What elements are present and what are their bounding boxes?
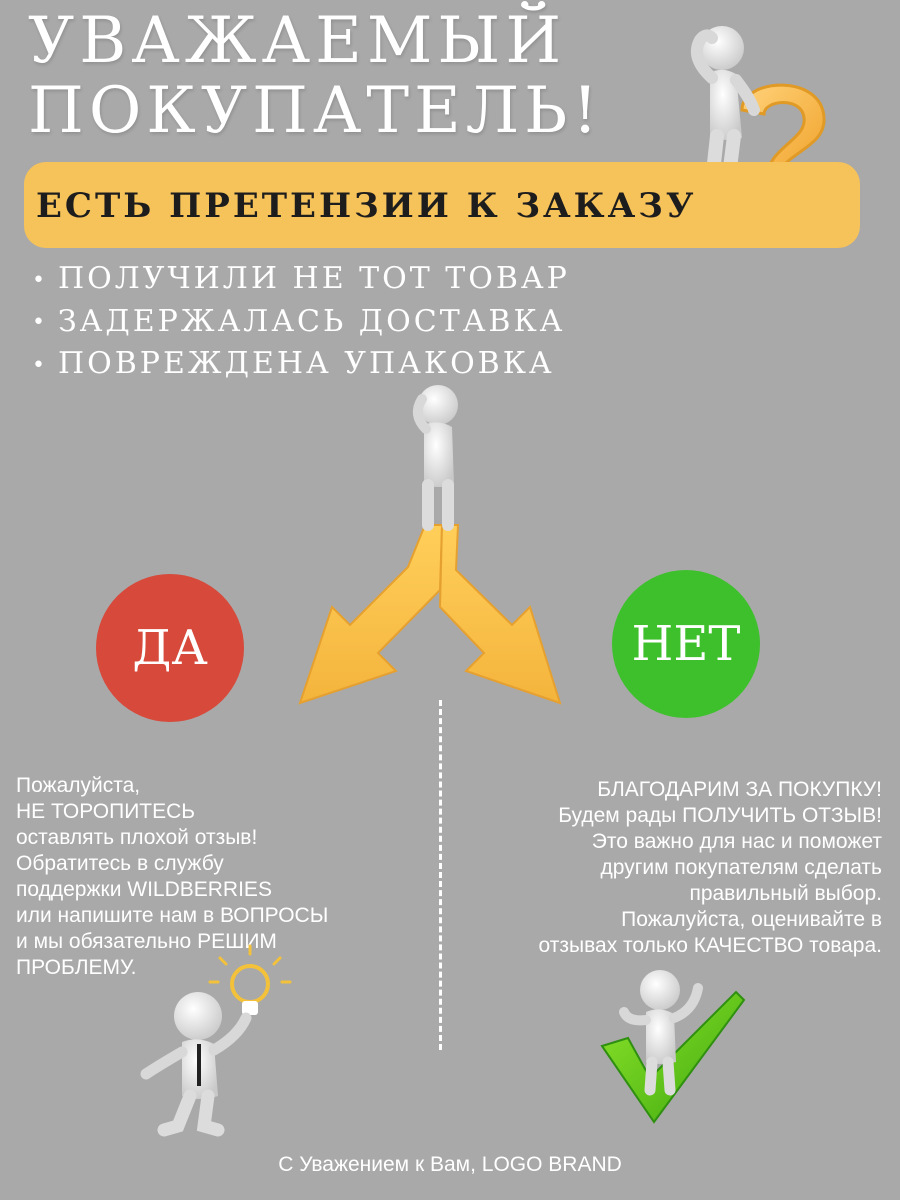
- title-line-1: УВАЖАЕМЫЙ: [28, 4, 567, 78]
- reason-item: • ПОЛУЧИЛИ НЕ ТОТ ТОВАР: [32, 258, 570, 301]
- no-message: [539, 777, 882, 959]
- claims-banner-text: ЕСТЬ ПРЕТЕНЗИИ К ЗАКАЗУ: [36, 186, 697, 226]
- fork-arrows-icon: [290, 385, 590, 715]
- yes-badge: [96, 574, 244, 722]
- page-title: [28, 6, 603, 146]
- no-label: НЕТ: [631, 616, 741, 672]
- yes-message-line: ПРОБЛЕМУ.: [16, 956, 137, 979]
- reasons-list: [32, 258, 570, 386]
- no-badge: [612, 570, 760, 718]
- no-message-line: правильный выбор.: [689, 882, 882, 905]
- no-message-line: другим покупателям сделать: [600, 856, 882, 879]
- no-message-line: БЛАГОДАРИМ ЗА ПОКУПКУ!: [597, 778, 882, 801]
- yes-message-line: поддержки WILDBERRIES: [16, 878, 272, 901]
- center-divider: [439, 700, 442, 1050]
- title-line-2: ПОКУПАТЕЛЬ!: [28, 74, 603, 148]
- yes-message-line: и мы обязательно РЕШИМ: [16, 930, 277, 953]
- no-message-line: Будем рады ПОЛУЧИТЬ ОТЗЫВ!: [558, 804, 882, 827]
- yes-message-line: или напишите нам в ВОПРОСЫ: [16, 904, 329, 927]
- yes-message-line: Пожалуйста,: [16, 774, 141, 797]
- footer-signature: С Уважением к Вам, LOGO BRAND: [278, 1153, 622, 1176]
- lightbulb-figure-icon: [138, 946, 298, 1136]
- reason-item: • ПОВРЕЖДЕНА УПАКОВКА: [32, 343, 570, 386]
- yes-message-line: Обратитесь в службу: [16, 852, 224, 875]
- yes-message-line: оставлять плохой отзыв!: [16, 826, 258, 849]
- checkmark-figure-icon: [598, 966, 748, 1126]
- reason-item: • ЗАДЕРЖАЛАСЬ ДОСТАВКА: [32, 301, 570, 344]
- yes-label: ДА: [132, 620, 208, 676]
- no-message-line: отзывах только КАЧЕСТВО товара.: [538, 934, 882, 957]
- yes-message-line: НЕ ТОРОПИТЕСЬ: [16, 800, 196, 823]
- no-message-line: Это важно для нас и поможет: [591, 830, 882, 853]
- no-message-line: Пожалуйста, оценивайте в: [621, 908, 882, 931]
